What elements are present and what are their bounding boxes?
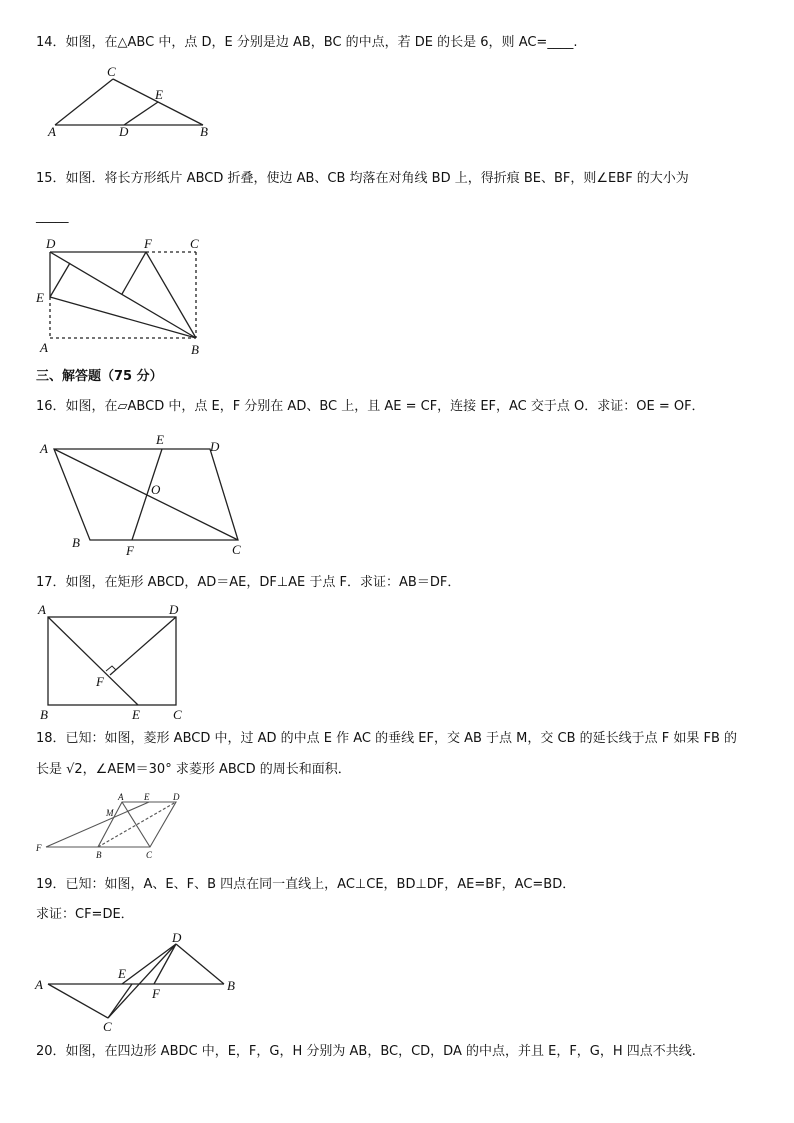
- q19-line-1: 19．已知：如图，A、E、F、B 四点在同一直线上，AC⊥CE，BD⊥DF，AE=BF，AC=BD．: [36, 877, 576, 892]
- q15-label-e: E: [36, 290, 44, 305]
- q14-label-e: E: [155, 87, 163, 102]
- q15-label-d: D: [46, 236, 56, 251]
- q16-label-b: B: [72, 535, 80, 550]
- q14-label-d: D: [119, 124, 129, 139]
- q15-label-c: C: [190, 236, 199, 251]
- q15-blank: _____: [36, 209, 69, 224]
- q15-text: 15．如图．将长方形纸片 ABCD 折叠，使边 AB、CB 均落在对角线 BD 上，得折痕 BE、BF，则∠EBF 的大小为: [36, 171, 689, 186]
- q18-label-d: D: [173, 792, 180, 802]
- q19-segment-bd: [176, 944, 224, 984]
- q17-label-f: F: [96, 674, 104, 689]
- q14-label-a: A: [48, 124, 56, 139]
- q16-label-c: C: [232, 542, 241, 557]
- q14-label-b: B: [200, 124, 208, 139]
- q17-label-e: E: [132, 707, 140, 722]
- q15-folded-ae: [50, 263, 70, 297]
- q16-label-o: O: [151, 482, 161, 497]
- q20-text: 20．如图，在四边形 ABDC 中，E，F，G，H 分别为 AB，BC，CD，DA 的中点，并且 E，F，G，H 四点不共线.: [36, 1044, 696, 1059]
- q16-label-a: A: [40, 441, 48, 456]
- q18-segment-fe: [46, 802, 149, 847]
- q17-label-c: C: [173, 707, 182, 722]
- q18-diagonal-ac: [122, 802, 150, 847]
- q19-figure: [30, 928, 250, 1034]
- q17-segment-ae: [48, 617, 138, 705]
- q17-rectangle: [48, 617, 176, 705]
- q15-label-f: F: [144, 236, 152, 251]
- q18-label-e: E: [144, 792, 150, 802]
- q19-label-e: E: [118, 966, 126, 981]
- q17-segment-df: [110, 617, 176, 675]
- section-3-heading: 三、解答题（75 分）: [36, 369, 163, 384]
- q17-label-b: B: [40, 707, 48, 722]
- q18-line-1: 18．已知：如图，菱形 ABCD 中，过 AD 的中点 E 作 AC 的垂线 EF，交 AB 于点 M，交 CB 的延长线于点 F 如果 FB 的: [36, 731, 738, 746]
- q18-line-2: 长是 √2，∠AEM＝30° 求菱形 ABCD 的周长和面积．: [36, 762, 351, 777]
- q19-label-d: D: [172, 930, 182, 945]
- q19-label-f: F: [152, 986, 160, 1001]
- q19-label-c: C: [103, 1019, 112, 1034]
- q14-figure: [40, 64, 230, 144]
- q17-figure: [34, 600, 204, 726]
- q14-label-c: C: [107, 64, 116, 79]
- q19-segment-ac: [48, 984, 108, 1018]
- q16-label-e: E: [156, 432, 164, 447]
- q17-label-d: D: [169, 602, 179, 617]
- q16-label-d: D: [210, 439, 220, 454]
- q19-line-2: 求证：CF=DE．: [36, 907, 134, 922]
- q18-label-b: B: [96, 850, 102, 860]
- q18-label-a: A: [118, 792, 124, 802]
- q18-label-f: F: [36, 843, 42, 853]
- q14-side-ac: [55, 79, 113, 125]
- q18-label-c: C: [146, 850, 153, 860]
- q14-segment-de: [124, 102, 158, 125]
- q15-label-a: A: [40, 340, 48, 355]
- q19-segment-de: [122, 944, 176, 984]
- q16-label-f: F: [126, 543, 134, 558]
- q19-label-a: A: [35, 977, 43, 992]
- q16-figure: [30, 430, 260, 562]
- q18-figure: [30, 790, 200, 862]
- q15-crease-eb: [50, 297, 196, 338]
- q14-text: 14．如图，在△ABC 中，点 D，E 分别是边 AB，BC 的中点，若 DE 的长是 6，则 AC=____.: [36, 35, 578, 50]
- q19-label-b: B: [227, 978, 235, 993]
- q19-segment-cf: [108, 944, 176, 1018]
- q19-segment-ce: [108, 984, 132, 1018]
- q15-label-b: B: [191, 342, 199, 356]
- q17-label-a: A: [38, 602, 46, 617]
- q15-diagonal-db: [50, 252, 196, 338]
- q15-folded-cf: [122, 252, 146, 294]
- q15-crease-fb: [146, 252, 196, 338]
- q17-text: 17．如图，在矩形 ABCD，AD＝AE，DF⊥AE 于点 F．求证：AB＝DF．: [36, 575, 461, 590]
- q15-figure: [30, 234, 220, 356]
- q18-label-m: M: [106, 808, 114, 818]
- q16-text: 16．如图，在▱ABCD 中，点 E，F 分别在 AD、BC 上，且 AE = CF，连接 EF，AC 交于点 O．求证：OE = OF．: [36, 399, 705, 414]
- q16-diagonal-ac: [54, 449, 238, 540]
